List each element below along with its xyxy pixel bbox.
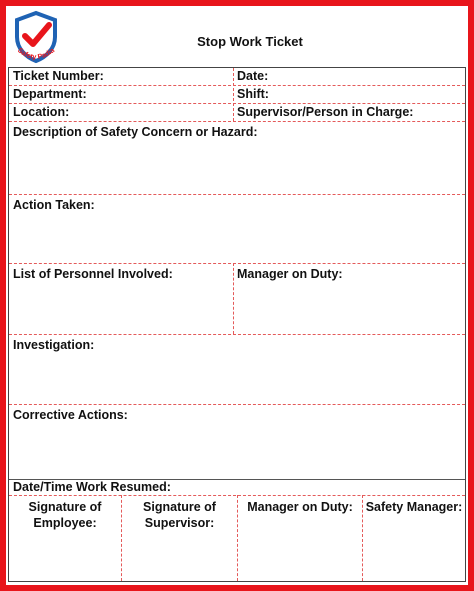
corrective-actions-field[interactable] [9,405,465,479]
page-title: Stop Work Ticket [197,34,303,49]
supervisor-signature-field[interactable] [122,499,237,579]
investigation-label: Investigation: [13,338,95,352]
department-field[interactable] [9,86,233,103]
personnel-field[interactable] [9,264,233,334]
action-taken-field[interactable] [9,195,465,263]
supervisor-label: Supervisor/Person in Charge: [237,105,414,119]
supervisor-signature-label-2: Supervisor: [144,516,215,530]
safety-manager-signature-field[interactable] [363,499,465,579]
employee-signature-label-1: Signature of [28,500,102,514]
employee-signature-field[interactable] [9,499,121,579]
location-label: Location: [13,105,70,119]
date-field[interactable] [233,68,465,85]
location-field[interactable] [9,104,233,121]
safety-manager-signature-label: Safety Manager: [365,500,463,514]
ticket-number-field[interactable] [9,68,233,85]
manager-signature-label: Manager on Duty: [247,500,353,514]
date-label: Date: [237,69,269,83]
department-label: Department: [13,87,87,101]
date-time-resumed-label: Date/Time Work Resumed: [13,480,171,494]
employee-signature-label-2: Employee: [33,516,97,530]
supervisor-signature-label-1: Signature of [143,500,216,514]
manager-signature-field[interactable] [238,499,362,579]
manager-on-duty-label: Manager on Duty: [237,267,343,281]
ticket-number-label: Ticket Number: [13,69,104,83]
corrective-actions-label: Corrective Actions: [13,408,128,422]
personnel-label: List of Personnel Involved: [13,267,173,281]
date-time-resumed-field[interactable] [9,480,465,495]
investigation-field[interactable] [9,335,465,404]
shift-label: Shift: [237,87,269,101]
description-field[interactable] [9,122,465,194]
description-label: Description of Safety Concern or Hazard: [13,125,258,139]
shift-field[interactable] [233,86,465,103]
shield-check-icon [9,9,63,67]
action-taken-label: Action Taken: [13,198,95,212]
ticket-form [8,67,466,582]
manager-on-duty-field[interactable] [233,264,465,334]
logo-text: Safety Padia [15,47,57,62]
supervisor-field[interactable] [233,104,465,121]
